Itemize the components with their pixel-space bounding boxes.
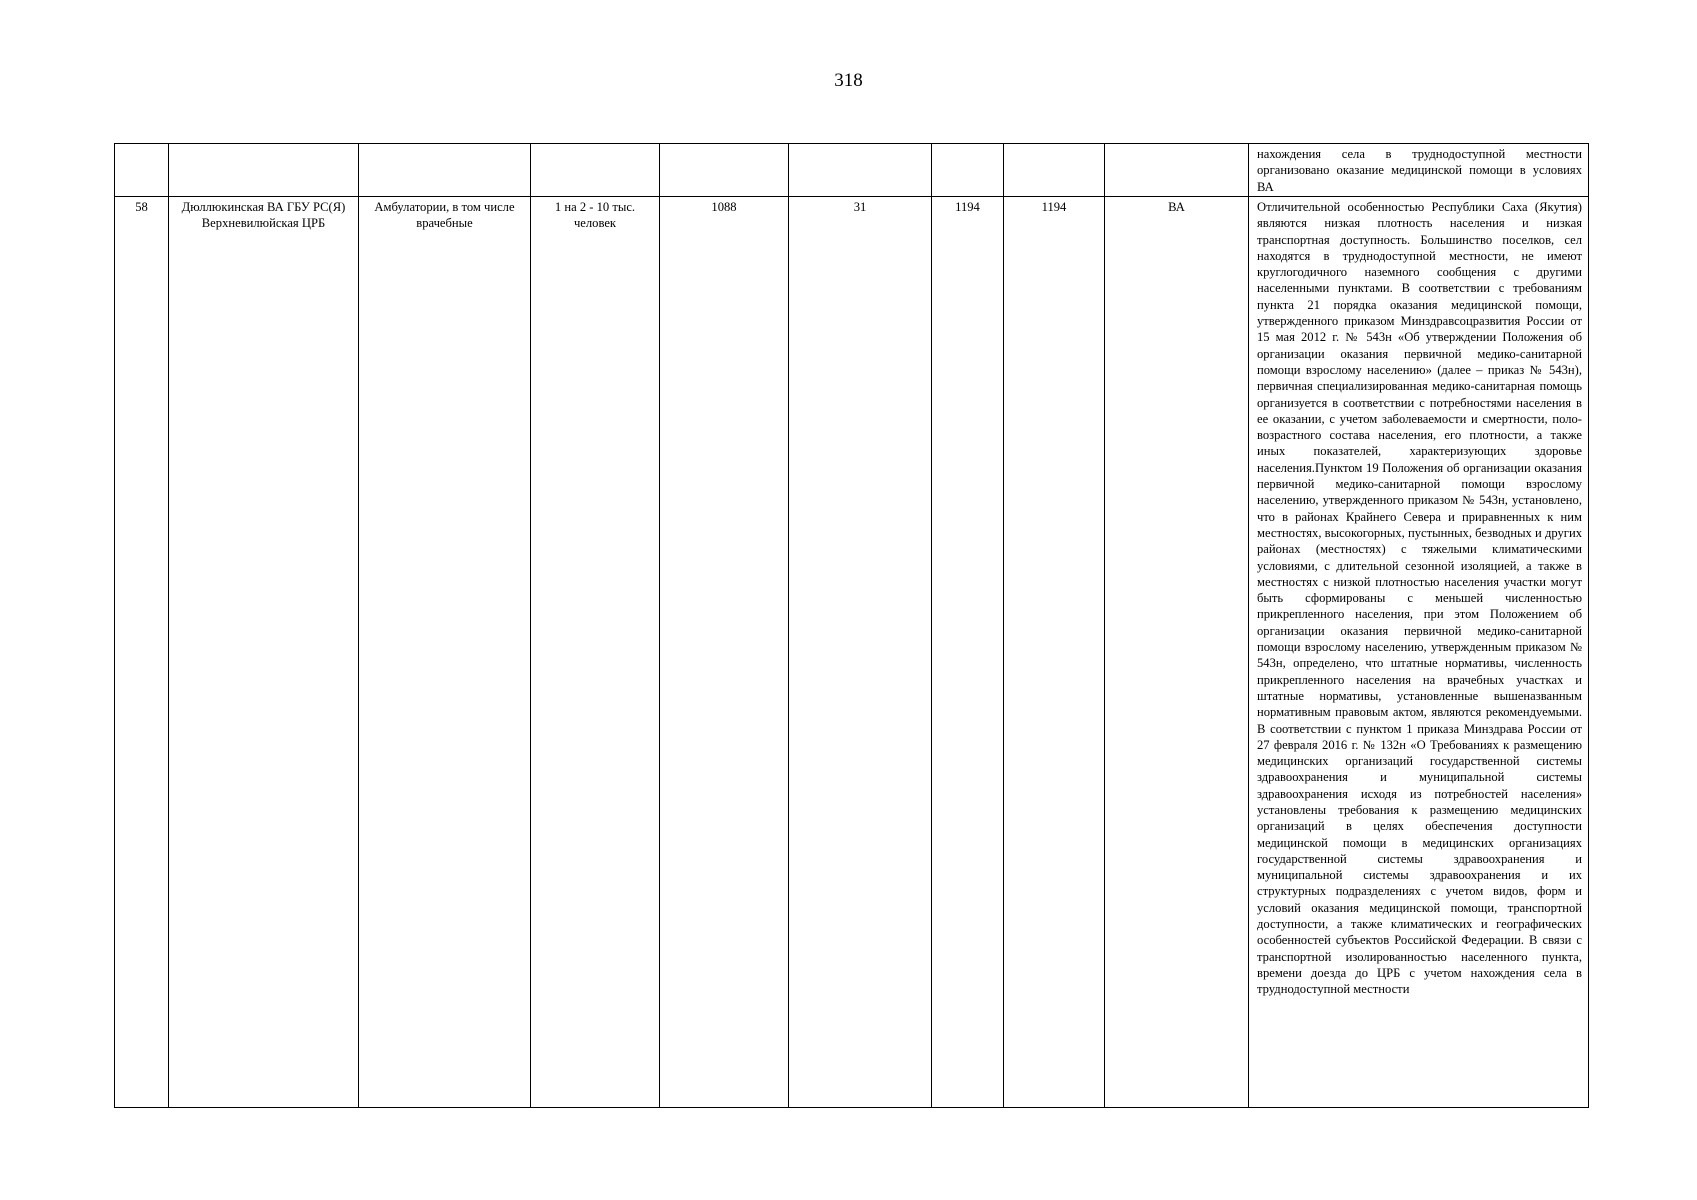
table-row: [115, 144, 1589, 197]
cell-number: 58: [115, 197, 169, 1108]
cell-value-2: 31: [789, 197, 932, 1108]
cell-justification: нахождения села в труднодоступной местности организовано оказание медицинской помощи в условиях ВА: [1249, 144, 1589, 197]
table-row: [115, 197, 1589, 1108]
cell-form: [1105, 144, 1249, 197]
page-number: 318: [834, 70, 863, 91]
cell-value-3: 1194: [932, 197, 1004, 1108]
cell-justification: Отличительной особенностью Республики Саха (Якутия) являются низкая плотность населения и низкая транспортная доступность. Большинство поселков, сел находятся в труднодоступной местности, не имеют круглогодичного наземного сообщения с другими населенными пунктами. В соответствии с требованиям пункта 21 порядка оказания медицинской помощи, утвержденного приказом Минздравсоцразвития России от 15 мая 2012 г. № 543н «Об утверждении Положения об организации оказания первичной медико-санитарной помощи взрослому населению» (далее – приказ № 543н), первичная специализированная медико-санитарная помощь организуется в соответствии с потребностями населения в ее оказании, с учетом заболеваемости и смертности, поло-возрастного состава населения, его плотности, а также иных показателей, характеризующих здоровье населения.Пунктом 19 Положения об организации оказания первичной медико-санитарной помощи взрослому населению, утвержденного приказом № 543н, установлено, что в районах Крайнего Севера и приравненных к ним местностях, высокогорных, пустынных, безводных и других районах (местностях) с тяжелыми климатическими условиями, с длительной сезонной изоляцией, а также в местностях с низкой плотностью населения участки могут быть сформированы с меньшей численностью прикрепленного населения, при этом Положением об организации оказания первичной медико-санитарной помощи взрослому населению, утвержденным приказом № 543н, определено, что штатные нормативы, численность прикрепленного населения на врачебных участках и штатные нормативы, установленные вышеназванным нормативным правовым актом, являются рекомендуемыми. В соответствии с пунктом 1 приказа Минздрава России от 27 февраля 2016 г. № 132н «О Требованиях к размещению медицинских организаций государственной системы здравоохранения и муниципальной системы здравоохранения исходя из потребностей населения» установлены требования к размещению медицинских организаций в целях обеспечения доступности медицинской помощи в медицинских организациях государственной системы здравоохранения и муниципальной системы здравоохранения и их структурных подразделениях с учетом видов, форм и условий оказания медицинской помощи, транспортной доступности, а также климатических и географических особенностей субъектов Российской Федерации. В связи с транспортной изолированностью населенного пункта, времени доезда до ЦРБ с учетом нахождения села в труднодоступной местности: [1249, 197, 1589, 1108]
cell-organization: Дюллюкинская ВА ГБУ РС(Я) Верхневилюйская ЦРБ: [169, 197, 359, 1108]
cell-value-4: 1194: [1004, 197, 1105, 1108]
cell-value-4: [1004, 144, 1105, 197]
cell-type: [359, 144, 531, 197]
cell-type: Амбулатории, в том числе врачебные: [359, 197, 531, 1108]
cell-value-1: 1088: [660, 197, 789, 1108]
cell-form: ВА: [1105, 197, 1249, 1108]
cell-number: [115, 144, 169, 197]
cell-value-3: [932, 144, 1004, 197]
data-table: [114, 143, 1589, 1108]
cell-norm: 1 на 2 - 10 тыс. человек: [531, 197, 660, 1108]
cell-norm: [531, 144, 660, 197]
cell-value-2: [789, 144, 932, 197]
cell-organization: [169, 144, 359, 197]
cell-value-1: [660, 144, 789, 197]
